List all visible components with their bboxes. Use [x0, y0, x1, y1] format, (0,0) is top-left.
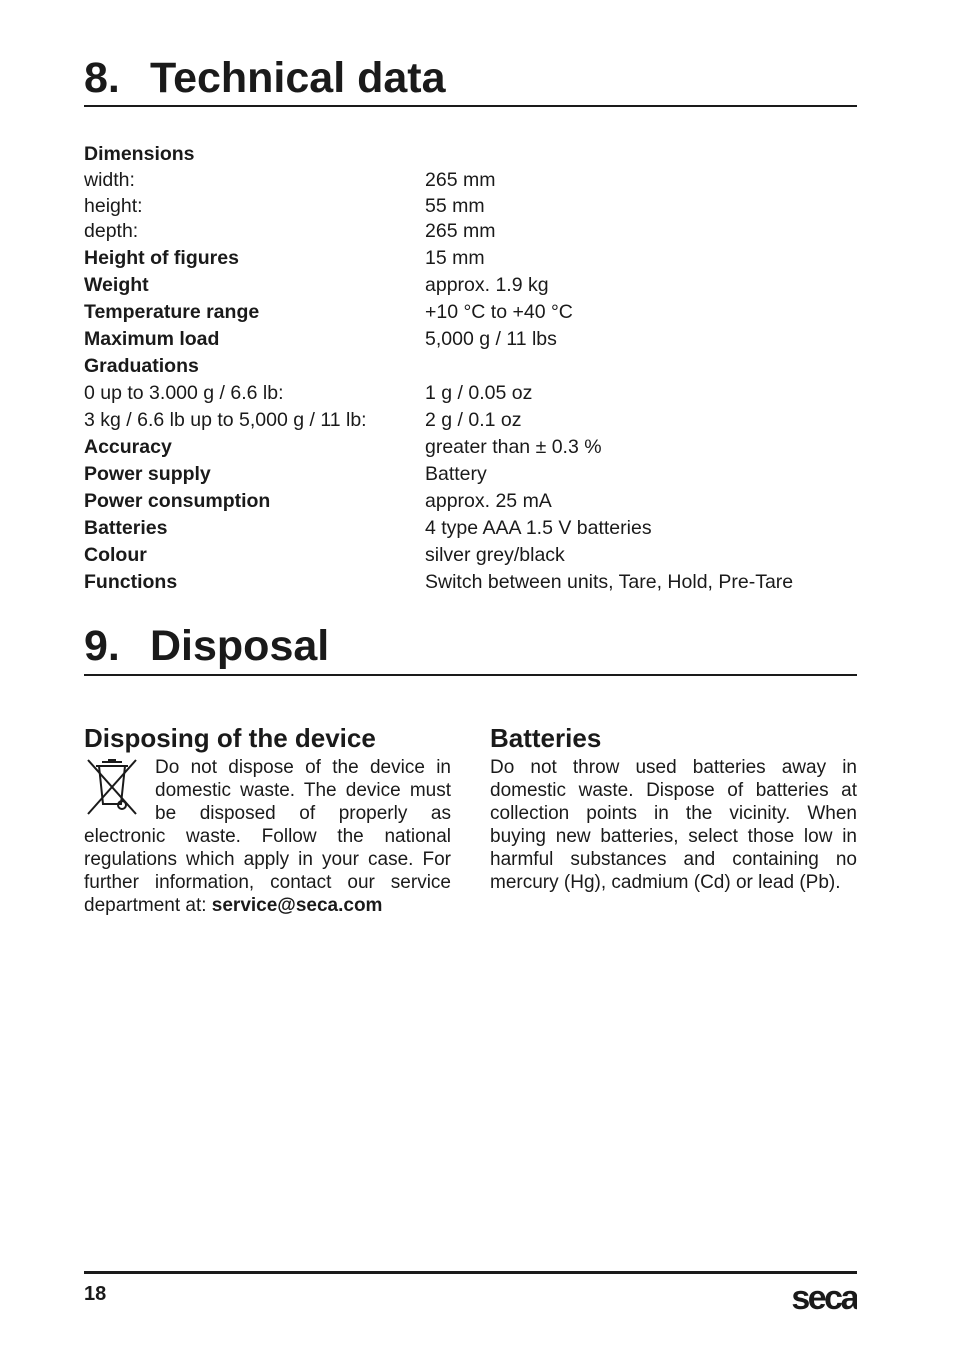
spec-value: 5,000 g / 11 lbs	[425, 327, 557, 350]
spec-value: silver grey/black	[425, 543, 565, 566]
spec-row	[84, 380, 857, 407]
spec-value: greater than ± 0.3 %	[425, 435, 602, 458]
batteries-disposal-heading: Batteries	[490, 723, 602, 753]
spec-row	[84, 245, 857, 272]
spec-label: Dimensions	[84, 143, 195, 165]
section-8-title	[84, 52, 857, 107]
disposing-device-body: Do not dispose of the device in domestic waste. The device must be disposed of properly as electronic waste. Follow the national regulations which apply in your case. For further information, contact our service department at:	[84, 757, 451, 916]
spec-value: 265 mm	[425, 220, 496, 242]
spec-row	[84, 168, 857, 194]
disposing-device-heading: Disposing of the device	[84, 723, 376, 753]
service-email: service@seca.com	[211, 895, 383, 916]
footer-rule	[84, 1271, 857, 1274]
weee-crossed-out-bin-icon	[84, 756, 140, 818]
spec-value: approx. 1.9 kg	[425, 273, 549, 296]
spec-row	[84, 219, 857, 245]
spec-value: Switch between units, Tare, Hold, Pre-Tare	[425, 570, 794, 593]
spec-row	[84, 299, 857, 326]
spec-value: Battery	[425, 462, 487, 485]
batteries-disposal-text: Do not throw used batteries away in domestic waste. Dispose of batteries at collection points in the vicinity. When buying new batteries, select those low in harmful substances and containing no mercury (Hg), cadmium (Cd) or lead (Pb).	[490, 757, 857, 893]
spec-value: approx. 25 mA	[425, 489, 552, 512]
spec-label: 3 kg / 6.6 lb up to 5,000 g / 11 lb:	[84, 408, 367, 431]
spec-label: Graduations	[84, 354, 199, 377]
disposing-device-text	[84, 756, 451, 917]
disposing-device-column	[84, 722, 451, 917]
spec-value: 2 g / 0.1 oz	[425, 408, 522, 431]
spec-label: Weight	[84, 273, 149, 296]
spec-label: Maximum load	[84, 327, 220, 350]
seca-logo	[777, 1276, 857, 1316]
spec-label: Power consumption	[84, 489, 271, 512]
spec-row	[84, 141, 857, 168]
spec-label: Batteries	[84, 516, 168, 539]
page-number: 18	[84, 1283, 107, 1305]
section-8-number: 8.	[84, 54, 120, 102]
spec-value: 4 type AAA 1.5 V batteries	[425, 516, 652, 539]
spec-row	[84, 461, 857, 488]
spec-label: 0 up to 3.000 g / 6.6 lb:	[84, 381, 284, 404]
spec-label: Colour	[84, 543, 147, 566]
section-9-title-text: Disposal	[150, 622, 330, 670]
spec-row	[84, 272, 857, 299]
spec-value: 55 mm	[425, 194, 485, 217]
technical-data-table	[84, 141, 857, 596]
spec-value: 15 mm	[425, 246, 485, 269]
spec-value: 1 g / 0.05 oz	[425, 381, 533, 404]
section-9-number: 9.	[84, 622, 120, 670]
spec-row	[84, 353, 857, 380]
section-9-title	[84, 620, 857, 676]
spec-label: height:	[84, 194, 143, 217]
spec-value: 265 mm	[425, 169, 496, 191]
seca-logo-text: seca	[791, 1279, 857, 1316]
spec-label: Functions	[84, 570, 178, 593]
spec-label: depth:	[84, 220, 139, 242]
spec-label: Power supply	[84, 462, 211, 485]
spec-row	[84, 569, 857, 596]
spec-row	[84, 488, 857, 515]
spec-label: width:	[84, 169, 135, 191]
spec-row	[84, 326, 857, 353]
spec-value: +10 °C to +40 °C	[425, 300, 573, 323]
section-8-title-text: Technical data	[150, 54, 446, 102]
spec-row	[84, 542, 857, 569]
spec-row	[84, 407, 857, 434]
spec-row	[84, 434, 857, 461]
batteries-disposal-column	[490, 722, 857, 894]
spec-row	[84, 194, 857, 220]
spec-label: Height of figures	[84, 246, 239, 269]
spec-label: Temperature range	[84, 300, 260, 323]
spec-row	[84, 515, 857, 542]
spec-label: Accuracy	[84, 435, 172, 458]
